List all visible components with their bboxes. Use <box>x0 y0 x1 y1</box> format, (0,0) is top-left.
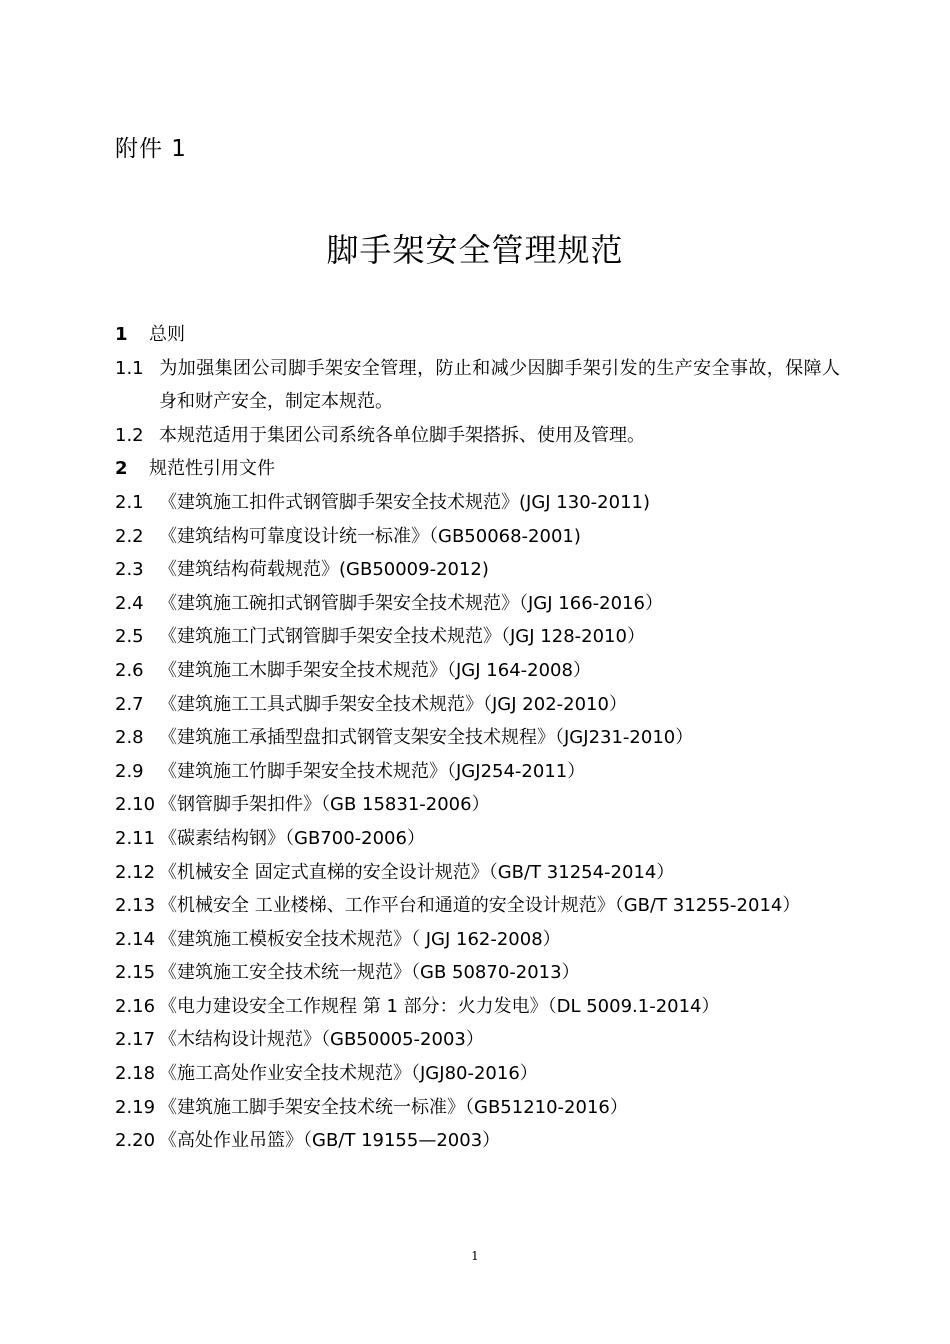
clause-number: 1.1 <box>115 357 144 379</box>
attachment-label: 附件 1 <box>115 136 187 162</box>
reference-item <box>115 587 840 621</box>
section-number: 2 <box>115 458 128 480</box>
reference-item <box>115 889 840 923</box>
reference-text: 《建筑施工门式钢管脚手架安全技术规范》（JGJ 128-2010） <box>159 626 645 648</box>
reference-text: 《钢管脚手架扣件》（GB 15831-2006） <box>159 794 490 816</box>
document-body <box>115 318 840 1158</box>
clause-text: 为加强集团公司脚手架安全管理，防止和减少因脚手架引发的生产安全事故，保障人身和财产安全，制定本规范。 <box>159 357 840 413</box>
clause-text: 本规范适用于集团公司系统各单位脚手架搭拆、使用及管理。 <box>159 424 645 446</box>
reference-number: 2.18 <box>115 1063 156 1085</box>
reference-text: 《电力建设安全工作规程 第 1 部分：火力发电》（DL 5009.1-2014） <box>159 995 720 1017</box>
reference-number: 2.14 <box>115 928 156 950</box>
clause-number: 1.2 <box>115 424 144 446</box>
reference-text: 《木结构设计规范》（GB50005-2003） <box>159 1029 484 1051</box>
reference-item <box>115 721 840 755</box>
reference-item <box>115 654 840 688</box>
section-title: 总则 <box>149 324 185 345</box>
reference-number: 2.3 <box>115 559 144 581</box>
clause-1-2 <box>115 419 840 453</box>
reference-text: 《建筑结构可靠度设计统一标准》（GB50068-2001) <box>159 525 581 547</box>
reference-item <box>115 486 840 520</box>
reference-text: 《建筑施工扣件式钢管脚手架安全技术规范》(JGJ 130-2011) <box>159 491 650 513</box>
reference-number: 2.13 <box>115 895 156 917</box>
reference-item <box>115 1023 840 1057</box>
reference-item <box>115 788 840 822</box>
reference-text: 《建筑施工碗扣式钢管脚手架安全技术规范》（JGJ 166-2016） <box>159 592 663 614</box>
reference-text: 《建筑施工竹脚手架安全技术规范》（JGJ254-2011） <box>159 760 586 782</box>
reference-text: 《机械安全 固定式直梯的安全设计规范》（GB/T 31254-2014） <box>159 861 675 883</box>
reference-number: 2.15 <box>115 962 156 984</box>
section-heading-general <box>115 318 840 352</box>
section-title: 规范性引用文件 <box>149 458 275 480</box>
reference-text: 《碳素结构钢》（GB700-2006） <box>159 827 425 849</box>
reference-item <box>115 990 840 1024</box>
reference-text: 《建筑施工工具式脚手架安全技术规范》（JGJ 202-2010） <box>159 693 627 715</box>
reference-item <box>115 520 840 554</box>
reference-text: 《建筑施工安全技术统一规范》（GB 50870-2013） <box>159 962 580 984</box>
reference-item <box>115 620 840 654</box>
reference-number: 2.12 <box>115 861 156 883</box>
document-title: 脚手架安全管理规范 <box>326 231 624 269</box>
reference-text: 《建筑施工脚手架安全技术统一标准》（GB51210-2016） <box>159 1096 628 1118</box>
reference-number: 2.11 <box>115 827 156 849</box>
reference-number: 2.9 <box>115 760 144 782</box>
reference-item <box>115 822 840 856</box>
reference-number: 2.16 <box>115 995 156 1017</box>
reference-text: 《建筑施工木脚手架安全技术规范》（JGJ 164-2008） <box>159 659 591 681</box>
reference-item <box>115 1124 840 1158</box>
reference-number: 2.17 <box>115 1029 156 1051</box>
reference-number: 2.10 <box>115 794 156 816</box>
reference-number: 2.6 <box>115 659 144 681</box>
reference-number: 2.5 <box>115 626 144 648</box>
reference-text: 《建筑结构荷载规范》(GB50009-2012) <box>159 559 489 581</box>
reference-text: 《建筑施工模板安全技术规范》（ JGJ 162-2008） <box>159 928 561 950</box>
reference-number: 2.2 <box>115 525 144 547</box>
reference-number: 2.19 <box>115 1096 156 1118</box>
reference-number: 2.8 <box>115 727 144 749</box>
reference-number: 2.4 <box>115 592 144 614</box>
page-number: 1 <box>471 1249 479 1263</box>
reference-item <box>115 856 840 890</box>
reference-text: 《建筑施工承插型盘扣式钢管支架安全技术规程》（JGJ231-2010） <box>159 727 694 749</box>
reference-number: 2.7 <box>115 693 144 715</box>
reference-item <box>115 1057 840 1091</box>
reference-text: 《机械安全 工业楼梯、工作平台和通道的安全设计规范》（GB/T 31255-2014） <box>159 895 801 917</box>
reference-item <box>115 553 840 587</box>
reference-item <box>115 956 840 990</box>
reference-item <box>115 1091 840 1125</box>
reference-text: 《高处作业吊篮》（GB/T 19155—2003） <box>159 1130 501 1152</box>
reference-text: 《施工高处作业安全技术规范》（JGJ80-2016） <box>159 1063 538 1085</box>
reference-item <box>115 923 840 957</box>
reference-item <box>115 688 840 722</box>
section-number: 1 <box>115 324 128 345</box>
clause-1-1 <box>115 352 840 419</box>
section-heading-references <box>115 452 840 486</box>
reference-number: 2.20 <box>115 1130 156 1152</box>
reference-item <box>115 755 840 789</box>
reference-number: 2.1 <box>115 491 144 513</box>
